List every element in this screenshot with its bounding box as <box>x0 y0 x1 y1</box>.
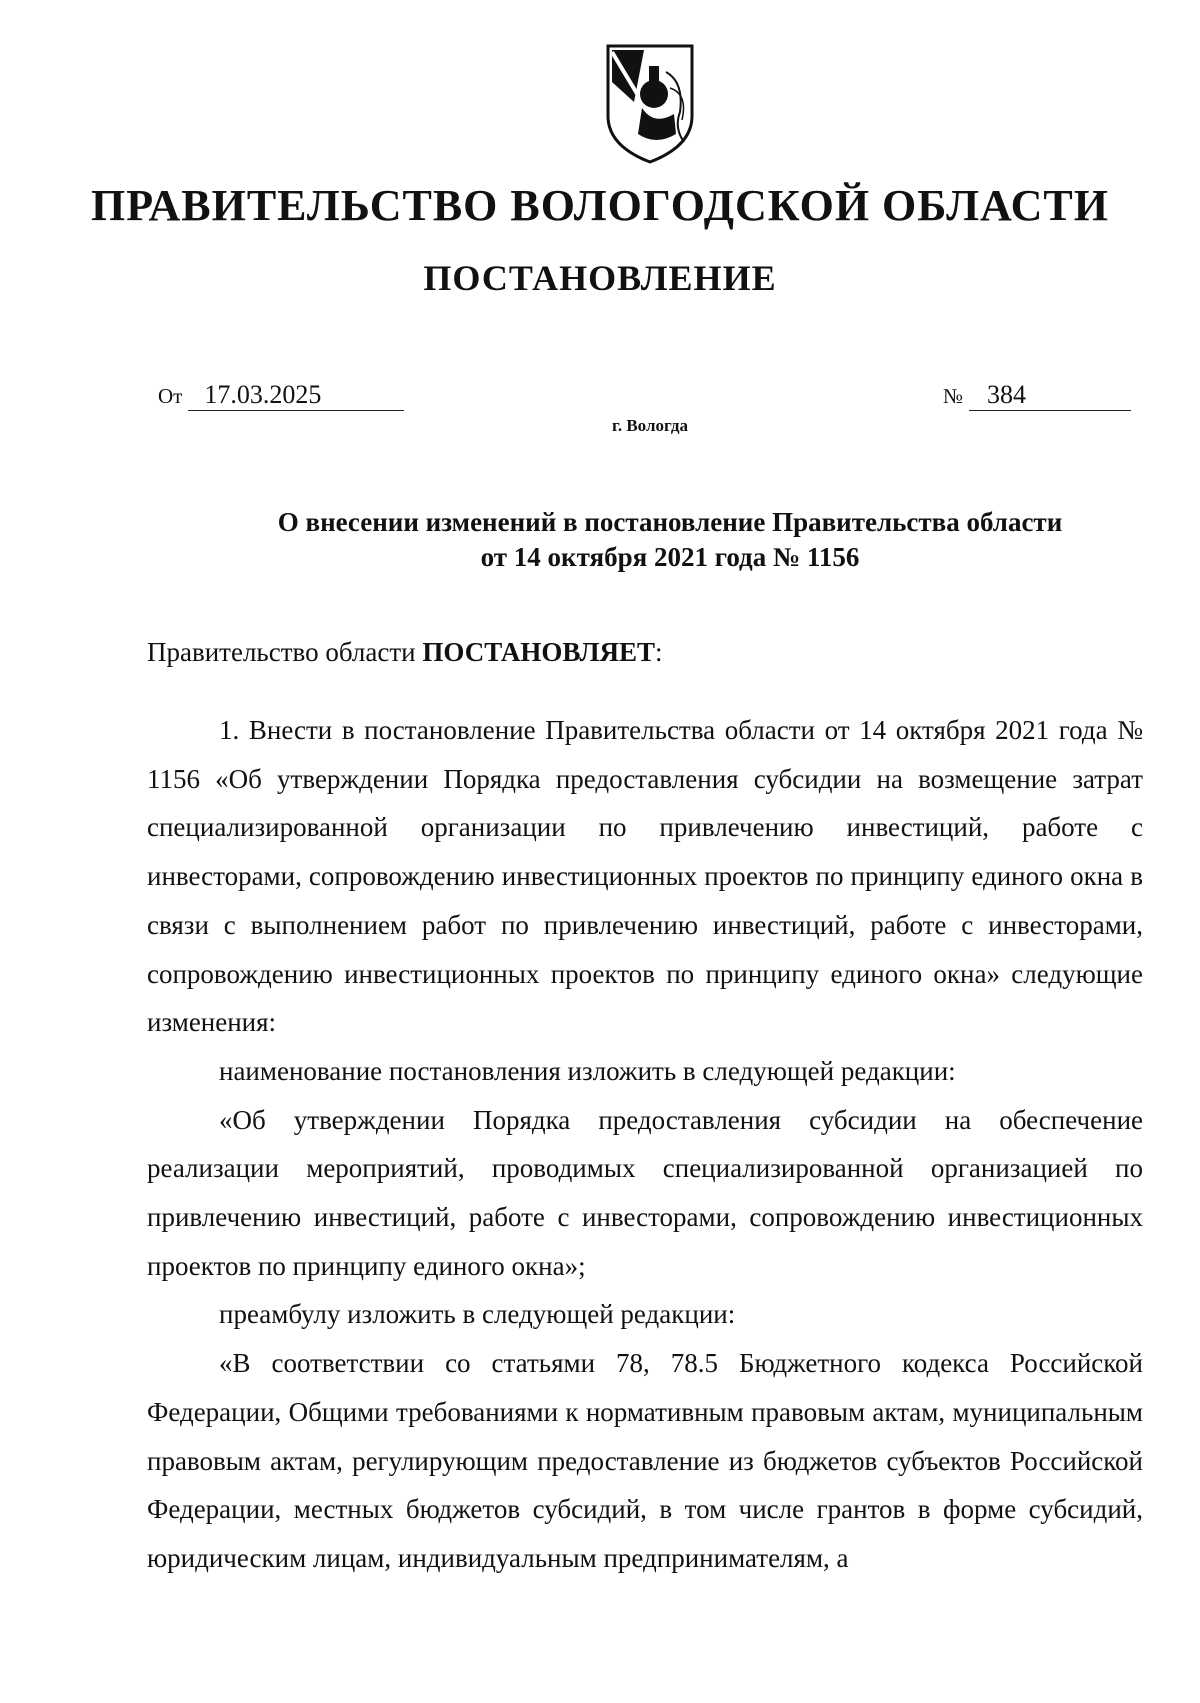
decree-colon: : <box>654 637 663 667</box>
paragraph-3: «Об утверждении Порядка предоставления субсидии на обеспечение реализации мероприятий, проводимых специализированной организацией по привлечению инвестиций, работе с инвесторами, сопровождению инвестиционных проектов по принципу единого окна»; <box>147 1104 1143 1281</box>
subject-line-1: О внесении изменений в постановление Правительства области <box>277 507 1063 537</box>
decree-keyword: ПОСТАНОВЛЯЕТ <box>422 637 655 667</box>
decree-statement <box>147 634 1143 670</box>
paragraph-5: «В соответствии со статьями 78, 78.5 Бюджетного кодекса Российской Федерации, Общими требованиями к нормативным правовым актам, муниципальным правовым актам, регулирующим предоставление из бюджетов субъектов Российской Федерации, местных бюджетов субсидий, в том числе грантов в форме субсидий, юридическим лицам, индивидуальным предпринимателям, а <box>147 1348 1143 1573</box>
date-label: От <box>158 384 183 408</box>
document-number: 384 <box>969 380 1131 411</box>
subject-line-2: от 14 октября 2021 года № 1156 <box>480 542 860 572</box>
document-number-row <box>943 380 1131 411</box>
document-subject <box>240 505 1100 575</box>
document-date-row <box>158 380 404 411</box>
number-label: № <box>943 384 964 408</box>
paragraph-2: наименование постановления изложить в следующей редакции: <box>219 1055 956 1086</box>
government-title: ПРАВИТЕЛЬСТВО ВОЛОГОДСКОЙ ОБЛАСТИ <box>91 181 1109 230</box>
coat-of-arms-emblem <box>604 42 696 164</box>
issue-city: г. Вологда <box>612 416 688 435</box>
document-type-heading: ПОСТАНОВЛЕНИЕ <box>423 258 777 298</box>
document-date: 17.03.2025 <box>188 380 404 411</box>
document-body <box>147 706 1143 1583</box>
paragraph-1: 1. Внести в постановление Правительства области от 14 октября 2021 года № 1156 «Об утверждении Порядка предоставления субсидии на возмещение затрат специализированной организации по привлечению инвестиций, работе с инвесторами, сопровождению инвестиционных проектов по принципу единого окна в связи с выполнением работ по привлечению инвестиций, работе с инвесторами, сопровождению инвестиционных проектов по принципу единого окна» следующие изменения: <box>147 715 1143 1038</box>
paragraph-4: преамбулу изложить в следующей редакции: <box>219 1299 736 1330</box>
decree-intro: Правительство области <box>147 637 423 667</box>
